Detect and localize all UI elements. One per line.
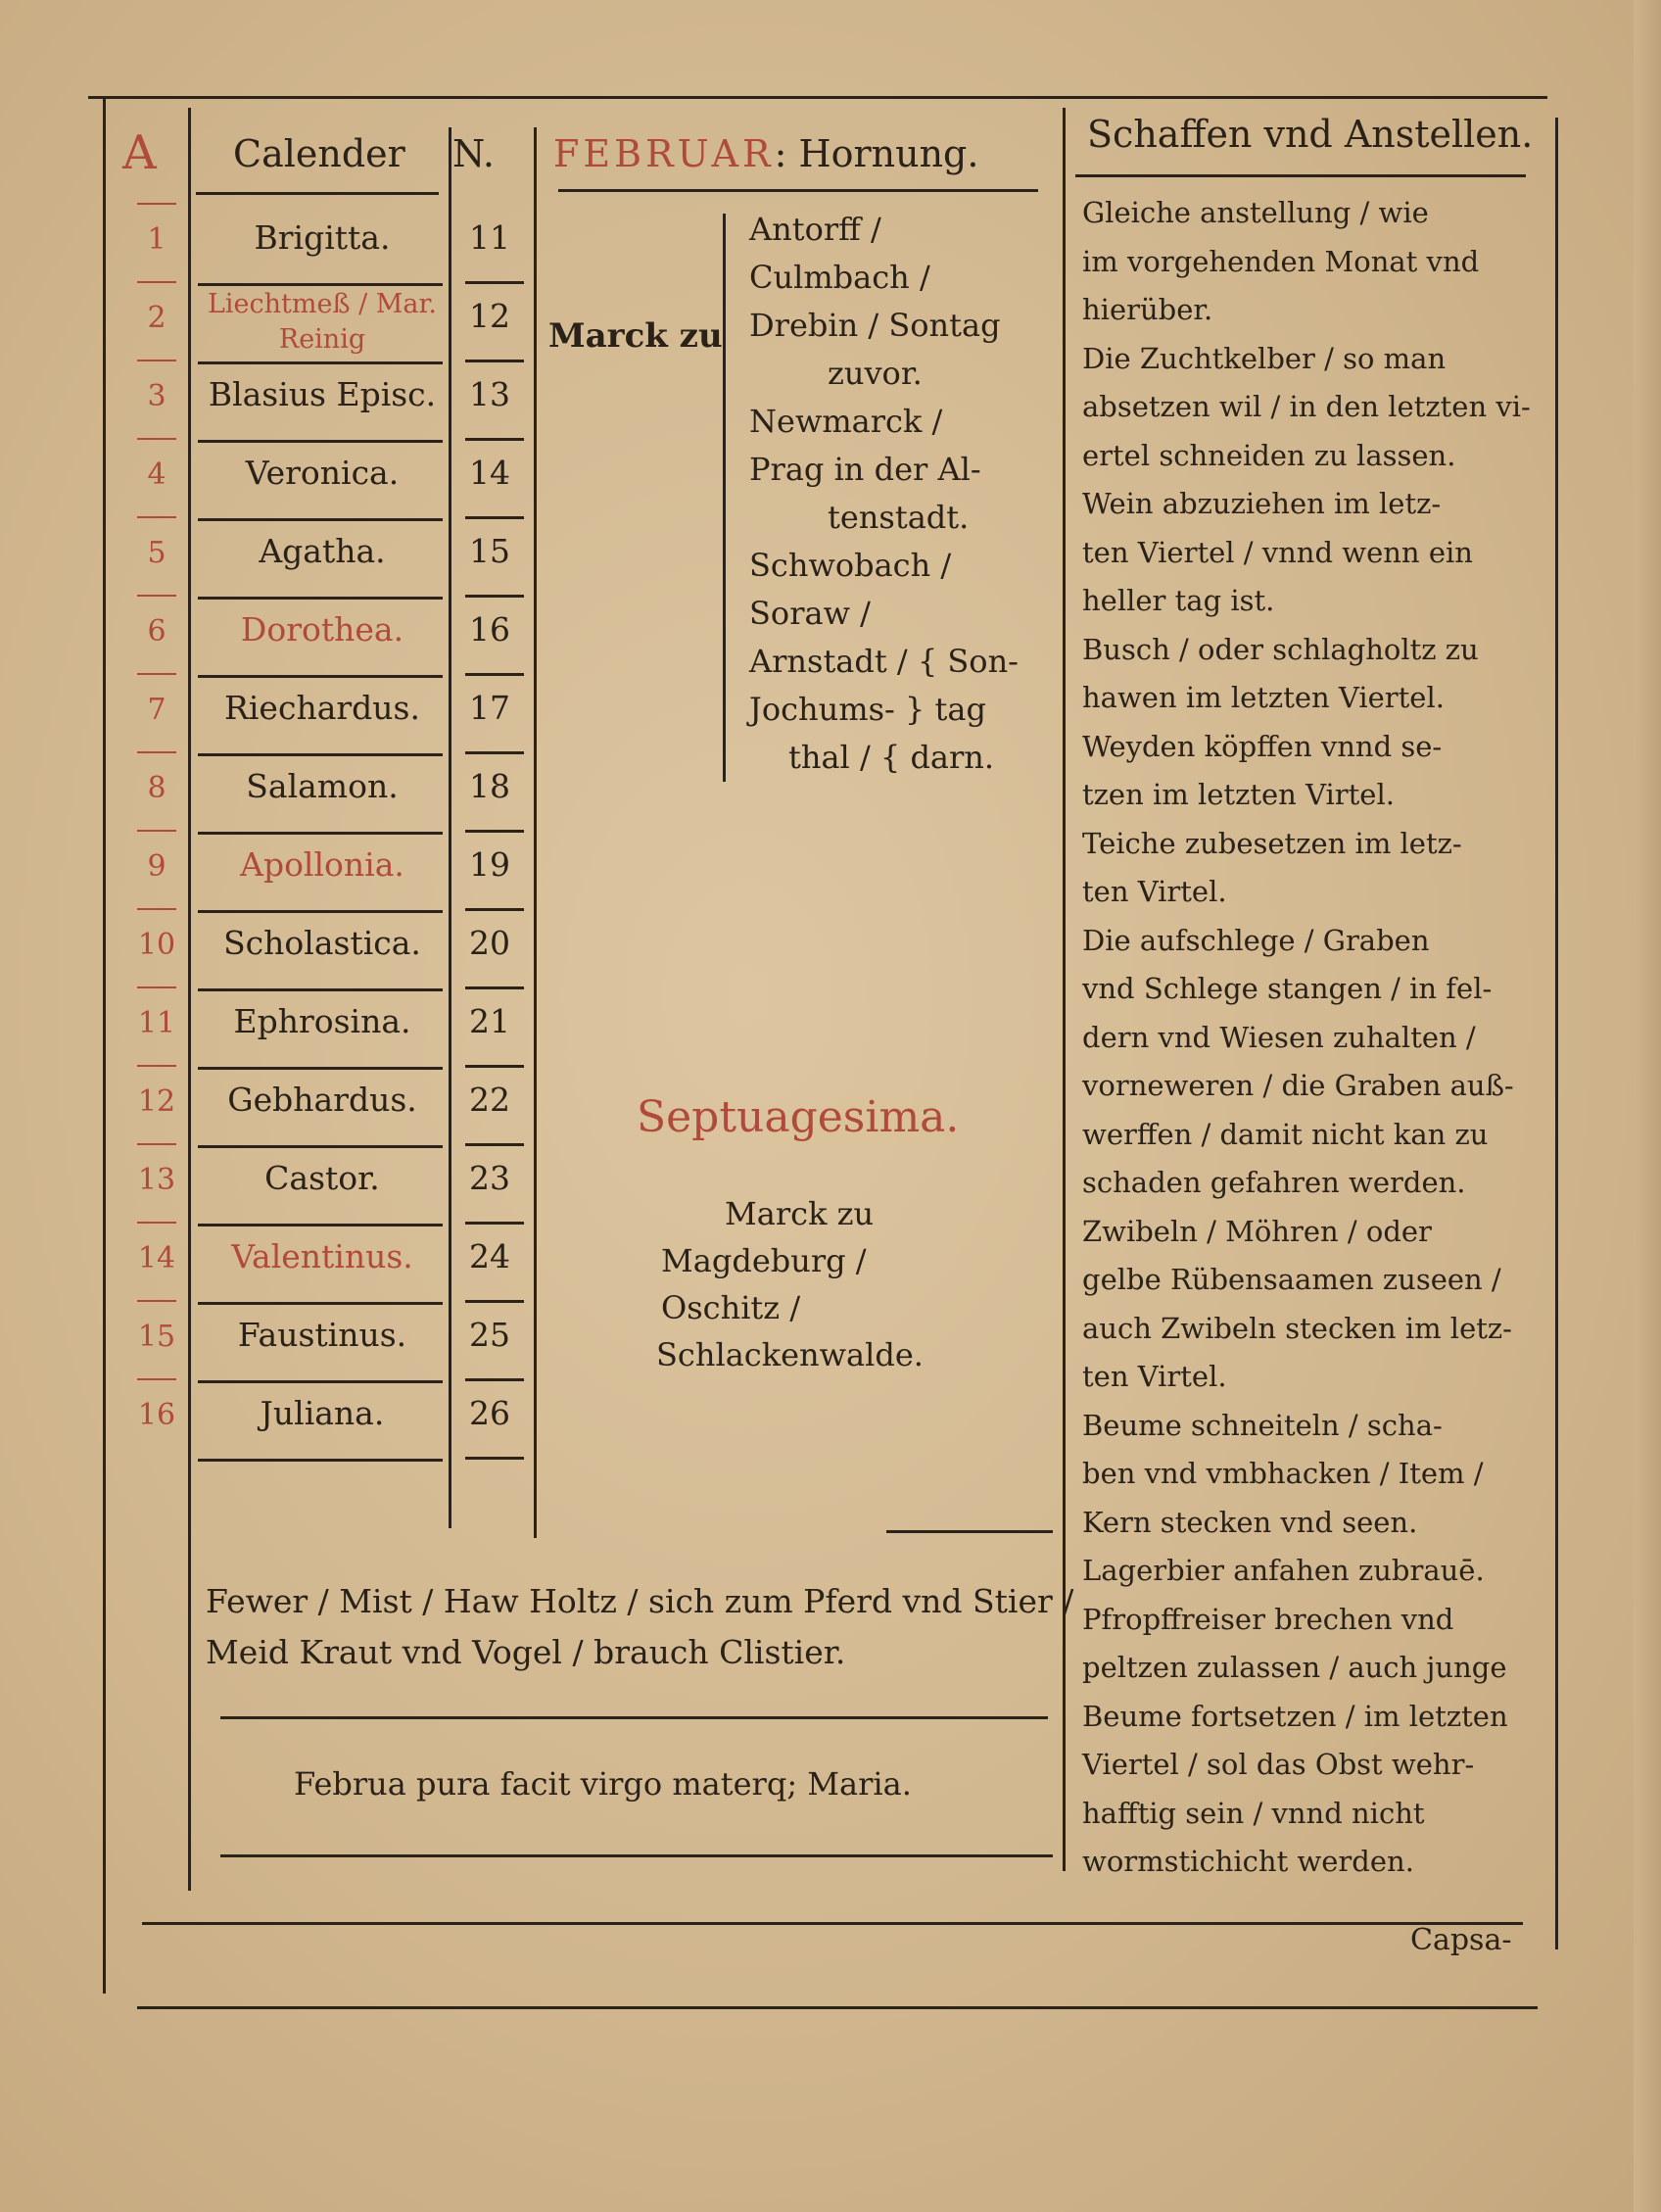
instruction-line: im vorgehenden Monat vnd (1082, 244, 1480, 278)
day-number: 8 (147, 771, 166, 805)
market-town-line: Soraw / (749, 595, 871, 632)
instruction-line: Die aufschlege / Graben (1082, 923, 1430, 957)
saint-name: Salamon. (246, 767, 399, 805)
day-number: 16 (137, 1398, 176, 1432)
day-number: 7 (147, 693, 166, 727)
bottom-rule-2 (137, 2006, 1538, 2009)
instruction-line: schaden gefahren werden. (1082, 1166, 1466, 1199)
instruction-line: hawen im letzten Viertel. (1082, 681, 1445, 714)
saint-name: Scholastica. (223, 924, 421, 962)
day-number: 14 (137, 1241, 176, 1275)
instruction-line: tzen im letzten Virtel. (1082, 778, 1395, 811)
number-col-rule (534, 127, 537, 1538)
day-number: 15 (137, 1320, 176, 1354)
saint-name: Veronica. (245, 454, 400, 492)
instruction-line: auch Zwibeln stecken im letz- (1082, 1311, 1512, 1345)
row-rule (198, 361, 443, 364)
day-tick (137, 751, 176, 753)
row-rule-num (465, 595, 524, 598)
row-rule-num (465, 438, 524, 441)
row-rule-num (465, 751, 524, 754)
top-rule (88, 96, 1547, 99)
row-rule-num (465, 830, 524, 833)
sequence-number: 15 (469, 532, 510, 570)
verse-bottom-rule (220, 1854, 1053, 1857)
instruction-line: Weyden köpffen vnnd se- (1082, 729, 1443, 763)
sequence-number: 21 (469, 1002, 510, 1040)
left-border (103, 98, 106, 1994)
row-rule (198, 1067, 443, 1070)
catchword: Capsa- (1410, 1923, 1512, 1957)
day-number: 5 (147, 536, 166, 570)
instruction-line: Kern stecken vnd seen. (1082, 1505, 1418, 1539)
right-border (1555, 118, 1558, 1949)
number-header: N. (452, 132, 495, 175)
row-rule-num (465, 986, 524, 989)
day-tick (137, 1222, 176, 1224)
day-column-header: A (122, 125, 157, 180)
feast-name: Septuagesima. (637, 1092, 960, 1142)
sequence-number: 19 (469, 845, 510, 884)
row-rule (198, 1224, 443, 1226)
row-rule-num (465, 908, 524, 911)
saint-name: Blasius Episc. (208, 375, 437, 413)
verse-top-rule (886, 1530, 1053, 1533)
day-tick (137, 986, 176, 988)
right-column-title: Schaffen vnd Anstellen. (1087, 113, 1534, 156)
row-rule-num (465, 1065, 524, 1068)
market-town-line: Antorff / (749, 211, 881, 248)
day-number: 2 (147, 301, 166, 335)
instruction-line: Wein abzuziehen im letz- (1082, 487, 1442, 520)
calendar-header: Calender (233, 132, 405, 175)
day-tick (137, 360, 176, 361)
sequence-number: 18 (469, 767, 510, 805)
day-tick (137, 1378, 176, 1380)
market-town-line: Jochums- } tag (749, 691, 986, 728)
instruction-line: vorneweren / die Graben auß- (1082, 1069, 1514, 1102)
sequence-number: 12 (469, 297, 510, 335)
row-rule-num (465, 1143, 524, 1146)
row-rule (198, 597, 443, 600)
day-number: 3 (147, 379, 166, 413)
instruction-line: ertel schneiden zu lassen. (1082, 438, 1456, 472)
row-rule (198, 440, 443, 443)
page-edge (1634, 0, 1661, 2212)
day-number: 12 (137, 1084, 176, 1119)
saint-name: Gebhardus. (227, 1081, 417, 1119)
row-rule (198, 832, 443, 835)
instruction-line: Beume fortsetzen / im letzten (1082, 1699, 1508, 1733)
saint-name: Riechardus. (224, 689, 420, 727)
row-rule (198, 1302, 443, 1305)
sequence-number: 11 (469, 218, 510, 257)
verse-german-line-1: Fewer / Mist / Haw Holtz / sich zum Pferd vnd Stier / (206, 1582, 1074, 1620)
instruction-line: ten Virtel. (1082, 1360, 1227, 1393)
market-town-line-2: Schlackenwalde. (656, 1336, 924, 1373)
saint-name: Valentinus. (231, 1237, 413, 1275)
saint-name: Agatha. (259, 532, 386, 570)
instruction-line: Teiche zubesetzen im letz- (1082, 826, 1462, 860)
bottom-rule-1 (142, 1922, 1523, 1925)
market-town-line-2: Magdeburg / (661, 1242, 867, 1279)
instruction-line: ten Virtel. (1082, 875, 1227, 908)
day-number: 9 (147, 849, 166, 884)
day-tick (137, 830, 176, 832)
row-rule-num (465, 281, 524, 284)
saint-name: Apollonia. (240, 845, 404, 884)
day-tick (137, 516, 176, 518)
day-tick (137, 438, 176, 440)
instruction-line: Beume schneiteln / scha- (1082, 1408, 1443, 1442)
day-number: 13 (137, 1163, 176, 1197)
row-rule (198, 1380, 443, 1383)
saint-name: Liechtmeß / Mar. Reinig (207, 289, 438, 355)
saint-name: Ephrosina. (233, 1002, 411, 1040)
instruction-line: Lagerbier anfahen zubrauē. (1082, 1554, 1485, 1587)
market-town-line: zuvor. (828, 355, 923, 392)
saint-name: Faustinus. (237, 1316, 407, 1354)
day-tick (137, 1065, 176, 1067)
instruction-line: hafftig sein / vnnd nicht (1082, 1796, 1425, 1830)
market-town-line-2: Oschitz / (661, 1289, 801, 1326)
day-tick (137, 673, 176, 675)
instruction-line: gelbe Rübensaamen zuseen / (1082, 1263, 1501, 1296)
instruction-line: wormstichicht werden. (1082, 1845, 1414, 1878)
saint-name: Juliana. (260, 1394, 385, 1432)
row-rule (198, 988, 443, 991)
month-title (553, 132, 978, 175)
verse-separator (220, 1716, 1048, 1719)
saint-name: Dorothea. (240, 610, 404, 649)
month-german: : Hornung. (774, 132, 979, 175)
market-town-line: Drebin / Sontag (749, 307, 1001, 344)
instruction-line: Gleiche anstellung / wie (1082, 196, 1429, 229)
market-town-line-2: Marck zu (725, 1195, 875, 1232)
saint-name: Brigitta. (254, 218, 391, 257)
day-number: 11 (137, 1006, 176, 1040)
row-rule (198, 753, 443, 756)
instruction-line: ben vnd vmbhacken / Item / (1082, 1457, 1484, 1490)
market-town-line: Prag in der Al- (749, 451, 981, 488)
day-tick (137, 281, 176, 283)
day-tick (137, 203, 176, 205)
row-rule-num (465, 1378, 524, 1381)
market-town-line: Newmarck / (749, 403, 943, 440)
instruction-line: dern vnd Wiesen zuhalten / (1082, 1020, 1476, 1054)
instruction-line: peltzen zulassen / auch junge (1082, 1651, 1507, 1684)
instruction-line: Die Zuchtkelber / so man (1082, 341, 1447, 375)
day-col-rule (188, 108, 191, 1891)
sequence-number: 14 (469, 454, 510, 492)
day-number: 6 (147, 614, 166, 649)
sequence-number: 13 (469, 375, 510, 413)
instruction-line: absetzen wil / in den letzten vi- (1082, 390, 1531, 423)
row-rule-num (465, 1222, 524, 1225)
instruction-line: Pfropffreiser brechen vnd (1082, 1602, 1454, 1636)
sequence-number: 22 (469, 1081, 510, 1119)
market-brace (723, 214, 739, 782)
sequence-number: 23 (469, 1159, 510, 1197)
row-rule (198, 675, 443, 678)
day-number: 4 (147, 457, 166, 492)
market-label: Marck zu (548, 316, 723, 356)
header-underline-month (558, 189, 1038, 192)
sequence-number: 16 (469, 610, 510, 649)
row-rule (198, 283, 443, 286)
saint-name: Castor. (264, 1159, 380, 1197)
day-tick (137, 1143, 176, 1145)
sequence-number: 25 (469, 1316, 510, 1354)
row-rule (198, 1145, 443, 1148)
verse-german-line-2: Meid Kraut vnd Vogel / brauch Clistier. (206, 1633, 846, 1671)
market-town-line: Culmbach / (749, 259, 930, 296)
market-town-line: Schwobach / (749, 547, 952, 584)
day-number: 10 (137, 928, 176, 962)
instruction-line: werffen / damit nicht kan zu (1082, 1117, 1489, 1151)
month-name: FEBRUAR (553, 132, 775, 175)
row-rule-num (465, 516, 524, 519)
instruction-line: vnd Schlege stangen / in fel- (1082, 972, 1493, 1005)
instruction-line: hierüber. (1082, 293, 1213, 326)
latin-verse: Februa pura facit virgo materq; Maria. (294, 1765, 912, 1803)
header-underline-right (1075, 174, 1526, 177)
market-town-line: thal / { darn. (788, 739, 995, 776)
row-rule-num (465, 1300, 524, 1303)
day-number: 1 (147, 222, 166, 257)
day-tick (137, 595, 176, 597)
day-tick (137, 908, 176, 910)
instruction-line: ten Viertel / vnnd wenn ein (1082, 535, 1473, 569)
market-town-line: tenstadt. (828, 499, 970, 536)
row-rule-num (465, 1457, 524, 1460)
row-rule (198, 518, 443, 521)
market-town-line: Arnstadt / { Son- (749, 643, 1019, 680)
instruction-line: Viertel / sol das Obst wehr- (1082, 1748, 1475, 1781)
row-rule-num (465, 360, 524, 362)
calendar-col-rule (449, 127, 451, 1528)
instruction-line: Zwibeln / Möhren / oder (1082, 1214, 1432, 1248)
sequence-number: 24 (469, 1237, 510, 1275)
header-underline-calendar (196, 192, 439, 195)
row-rule-num (465, 673, 524, 676)
sequence-number: 26 (469, 1394, 510, 1432)
sequence-number: 20 (469, 924, 510, 962)
instruction-line: heller tag ist. (1082, 584, 1275, 617)
row-rule (198, 910, 443, 913)
sequence-number: 17 (469, 689, 510, 727)
instruction-line: Busch / oder schlagholtz zu (1082, 632, 1479, 666)
row-rule (198, 1459, 443, 1462)
day-tick (137, 1300, 176, 1302)
